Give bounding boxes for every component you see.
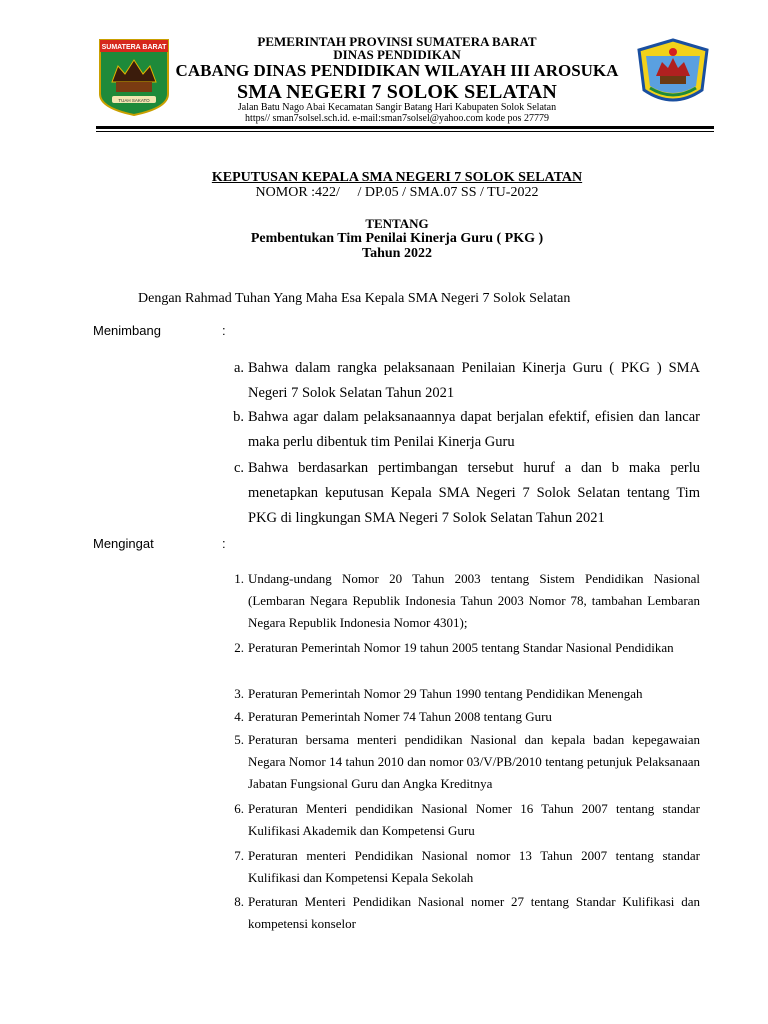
- menimbang-marker: b.: [233, 409, 244, 425]
- decree-heading: KEPUTUSAN KEPALA SMA NEGERI 7 SOLOK SELATAN: [211, 170, 583, 185]
- mengingat-text: Peraturan Pemerintah Nomor 19 tahun 2005 tentang Standar Nasional Pendidikan: [248, 640, 674, 655]
- menimbang-colon: :: [222, 323, 226, 338]
- mengingat-marker: 2.: [234, 640, 244, 655]
- mengingat-text: Peraturan Pemerintah Nomer 74 Tahun 2008 tentang Guru: [248, 709, 552, 724]
- letterhead-contact: https// sman7solsel.sch.id. e-mail:sman7solsel@yahoo.com kode pos 27779: [245, 113, 549, 124]
- mengingat-marker: 4.: [234, 709, 244, 724]
- mengingat-text: Peraturan Menteri pendidikan Nasional Nomer 16 Tahun 2007 tentang standar Kulifikasi Akademik dan Kompetensi Guru: [248, 801, 700, 838]
- mengingat-marker: 3.: [234, 686, 244, 701]
- decree-number: NOMOR :422/ / DP.05 / SMA.07 SS / TU-2022: [255, 185, 539, 200]
- letterhead-province: PEMERINTAH PROVINSI SUMATERA BARAT: [257, 34, 537, 49]
- decree-subject: Pembentukan Tim Penilai Kinerja Guru ( PKG ): [250, 231, 544, 246]
- logo-left-banner: SUMATERA BARAT: [101, 44, 167, 51]
- mengingat-marker: 6.: [234, 801, 244, 816]
- letterhead-branch: CABANG DINAS PENDIDIKAN WILAYAH III AROSUKA: [175, 61, 619, 80]
- menimbang-text: Bahwa dalam rangka pelaksanaan Penilaian Kinerja Guru ( PKG ) SMA Negeri 7 Solok Selatan Tahun 2021: [248, 360, 700, 401]
- letterhead-rule-thin: [96, 131, 714, 132]
- menimbang-label: Menimbang: [93, 323, 161, 338]
- opening-statement: Dengan Rahmad Tuhan Yang Maha Esa Kepala SMA Negeri 7 Solok Selatan: [138, 291, 571, 306]
- mengingat-text: Peraturan bersama menteri pendidikan Nasional dan kepala badan kepegawaian Negara Nomor 14 tahun 2010 dan nomor 03/V/PB/2010 tentang petunjuk Pelaksanaan Jabatan Fungsional Guru dan Angka Kreditnya: [248, 732, 700, 791]
- solok-selatan-logo: [634, 38, 712, 110]
- decree-year: Tahun 2022: [362, 246, 432, 261]
- logo-left-motto: TUAH SAKATO: [118, 98, 150, 103]
- mengingat-text: Undang-undang Nomor 20 Tahun 2003 tentang Sistem Pendidikan Nasional (Lembaran Negara Republik Indonesia Tahun 2003 Nomor 78, tambahan Lembaran Negara Republik Indonesia Nomor 4301);: [248, 571, 700, 630]
- decree-about: TENTANG: [365, 216, 429, 231]
- mengingat-label: Mengingat: [93, 536, 154, 551]
- menimbang-marker: a.: [233, 360, 244, 376]
- mengingat-marker: 7.: [234, 848, 244, 863]
- menimbang-text: Bahwa berdasarkan pertimbangan tersebut huruf a dan b maka perlu menetapkan keputusan Kepala SMA Negeri 7 Solok Selatan tentang Tim PKG di lingkungan SMA Negeri 7 Solok Selatan Tahun 2021: [248, 460, 700, 526]
- menimbang-text: Bahwa agar dalam pelaksanaannya dapat berjalan efektif, efisien dan lancar maka perlu dibentuk tim Penilai Kinerja Guru: [248, 409, 700, 450]
- letterhead-rule-thick: [96, 126, 714, 129]
- mengingat-marker: 5.: [234, 732, 244, 747]
- letterhead-department: DINAS PENDIDIKAN: [333, 47, 461, 62]
- mengingat-colon: :: [222, 536, 226, 551]
- menimbang-marker: c.: [233, 460, 244, 476]
- mengingat-marker: 1.: [234, 571, 244, 586]
- letterhead-address: Jalan Batu Nago Abai Kecamatan Sangir Batang Hari Kabupaten Solok Selatan: [237, 102, 557, 113]
- letterhead-school-name: SMA NEGERI 7 SOLOK SELATAN: [236, 81, 558, 103]
- mengingat-text: Peraturan Pemerintah Nomor 29 Tahun 1990 tentang Pendidikan Menengah: [248, 686, 643, 701]
- mengingat-text: Peraturan menteri Pendidikan Nasional nomor 13 Tahun 2007 tentang standar Kulifikasi dan Kompetensi Kepala Sekolah: [248, 848, 700, 885]
- mengingat-text: Peraturan Menteri Pendidikan Nasional nomer 27 tentang Standar Kulifikasi dan kompetensi konselor: [248, 894, 700, 931]
- mengingat-marker: 8.: [234, 894, 244, 909]
